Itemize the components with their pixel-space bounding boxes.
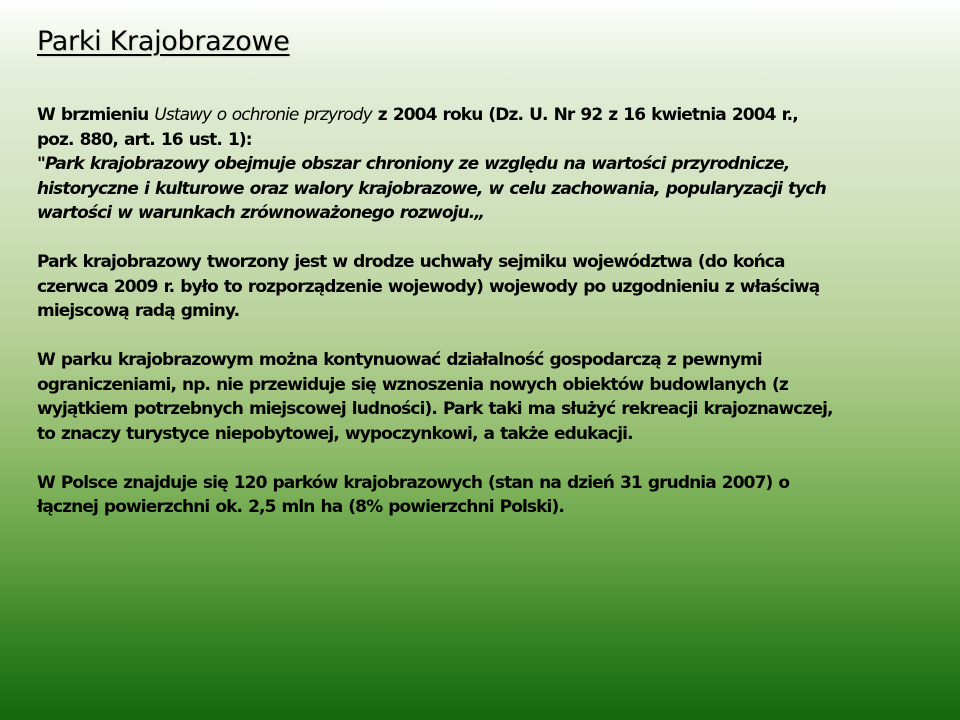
text-line: czerwca 2009 r. było to rozporządzenie wojewody) wojewody po uzgodnieniu z właściwą (37, 276, 820, 297)
paragraph-creation (37, 250, 937, 324)
paragraph-definition (37, 103, 937, 226)
text-line: to znaczy turystyce niepobytowej, wypoczynkowi, a także edukacji. (37, 423, 633, 444)
text-line: poz. 880, art. 16 ust. 1): (37, 129, 252, 150)
quote-line: historyczne i kulturowe oraz walory krajobrazowe, w celu zachowania, popularyzacji tych (37, 178, 826, 199)
text-line (37, 103, 937, 128)
text-line: Park krajobrazowy tworzony jest w drodze uchwały sejmiku województwa (do końca (37, 252, 785, 272)
text-run: W brzmieniu (37, 105, 155, 125)
text-line: ograniczeniami, np. nie przewiduje się wznoszenia nowych obiektów budowlanych (z (37, 374, 788, 395)
text-line: łącznej powierzchni ok. 2,5 mln ha (8% powierzchni Polski). (37, 497, 564, 517)
text-line: W Polsce znajduje się 120 parków krajobrazowych (stan na dzień 31 grudnia 2007) o (37, 472, 790, 493)
slide-content (37, 103, 937, 544)
act-title-italic: Ustawy o ochronie przyrody (154, 105, 372, 125)
quote-line: wartości w warunkach zrównoważonego rozwoju.„ (37, 203, 485, 223)
paragraph-activity (37, 348, 937, 446)
paragraph-statistics (37, 471, 937, 520)
text-line: miejscową radą gminy. (37, 301, 240, 321)
text-line: W parku krajobrazowym można kontynuować działalność gospodarczą z pewnymi (37, 350, 762, 370)
text-run: z 2004 roku (Dz. U. Nr 92 z 16 kwietnia 2004 r., (371, 105, 798, 125)
quote-line: "Park krajobrazowy obejmuje obszar chroniony ze względu na wartości przyrodnicze, (37, 154, 790, 174)
slide-title: Parki Krajobrazowe (37, 26, 290, 57)
text-line: wyjątkiem potrzebnych miejscowej ludności). Park taki ma służyć rekreacji krajoznawczej, (37, 399, 833, 419)
